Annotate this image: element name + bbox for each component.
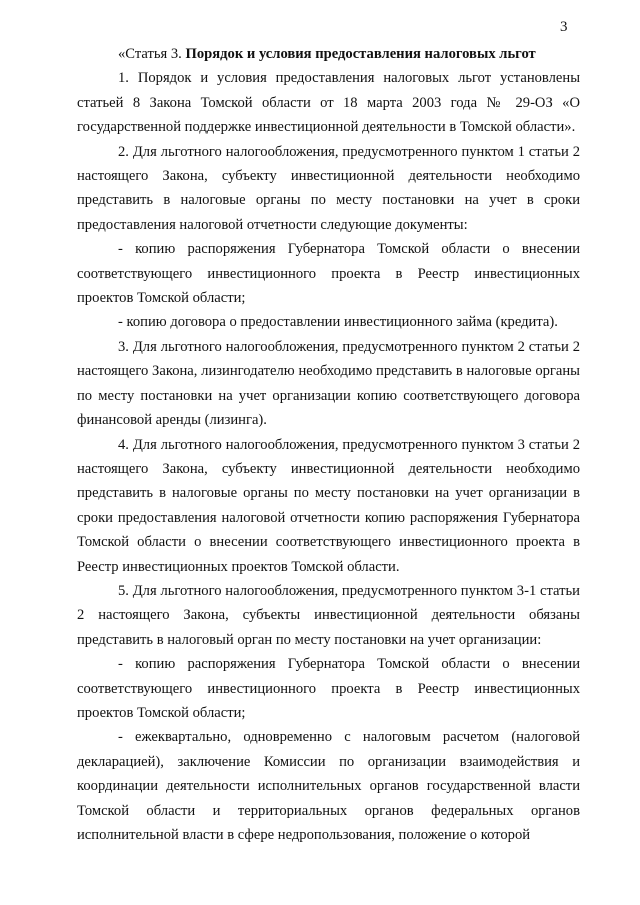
list-item-quarterly-commission-conclusion: - ежеквартально, одновременно с налоговым расчетом (налоговой декларацией), заключение Комиссии по организации взаимодействия и координации деятельности исполнительных органов государственной власти Томской области и территориальных органов федеральных органов исполнительной власти в сфере недропользования, положение о которой bbox=[77, 729, 580, 843]
list-item-loan-agreement-copy: - копию договора о предоставлении инвестиционного займа (кредита). bbox=[118, 314, 558, 331]
paragraph-3: 3. Для льготного налогообложения, предусмотренного пунктом 2 статьи 2 настоящего Закона, лизингодателю необходимо представить в налоговые органы по месту постановки на учет организации копию соответствующего договора финансовой аренды (лизинга). bbox=[77, 338, 580, 429]
list-item-governor-order-copy-2: - копию распоряжения Губернатора Томской области о внесении соответствующего инвестиционного проекта в Реестр инвестиционных проектов Томской области; bbox=[77, 656, 580, 721]
paragraph-5: 5. Для льготного налогообложения, предусмотренного пунктом 3-1 статьи 2 настоящего Закона, субъекты инвестиционной деятельности обязаны представить в налоговый орган по месту постановки на учет организации: bbox=[77, 582, 580, 648]
paragraph-4: 4. Для льготного налогообложения, предусмотренного пунктом 3 статьи 2 настоящего Закона, субъекту инвестиционной деятельности необходимо представить в налоговые органы по месту постановки на учет организации в сроки предоставления налоговой отчетности копию распоряжения Губернатора Томской области о внесении соответствующего инвестиционного проекта в Реестр инвестиционных проектов Томской области. bbox=[77, 436, 580, 575]
page-number: 3 bbox=[560, 19, 568, 35]
document-body bbox=[77, 42, 580, 847]
article-heading bbox=[77, 42, 580, 66]
paragraph-2: 2. Для льготного налогообложения, предусмотренного пунктом 1 статьи 2 настоящего Закона, субъекту инвестиционной деятельности необходимо представить в налоговые органы по месту постановки на учет в сроки предоставления налоговой отчетности следующие документы: bbox=[77, 143, 580, 233]
list-item-governor-order-copy: - копию распоряжения Губернатора Томской области о внесении соответствующего инвестиционного проекта в Реестр инвестиционных проектов Томской области; bbox=[77, 241, 580, 307]
article-title: Порядок и условия предоставления налоговых льгот bbox=[185, 46, 536, 62]
article-prefix: «Статья 3. bbox=[118, 46, 186, 62]
paragraph-1: 1. Порядок и условия предоставления налоговых льгот установлены статьей 8 Закона Томской области от 18 марта 2003 года № 29-ОЗ «О государственной поддержке инвестиционной деятельности в Томской области». bbox=[77, 70, 580, 136]
